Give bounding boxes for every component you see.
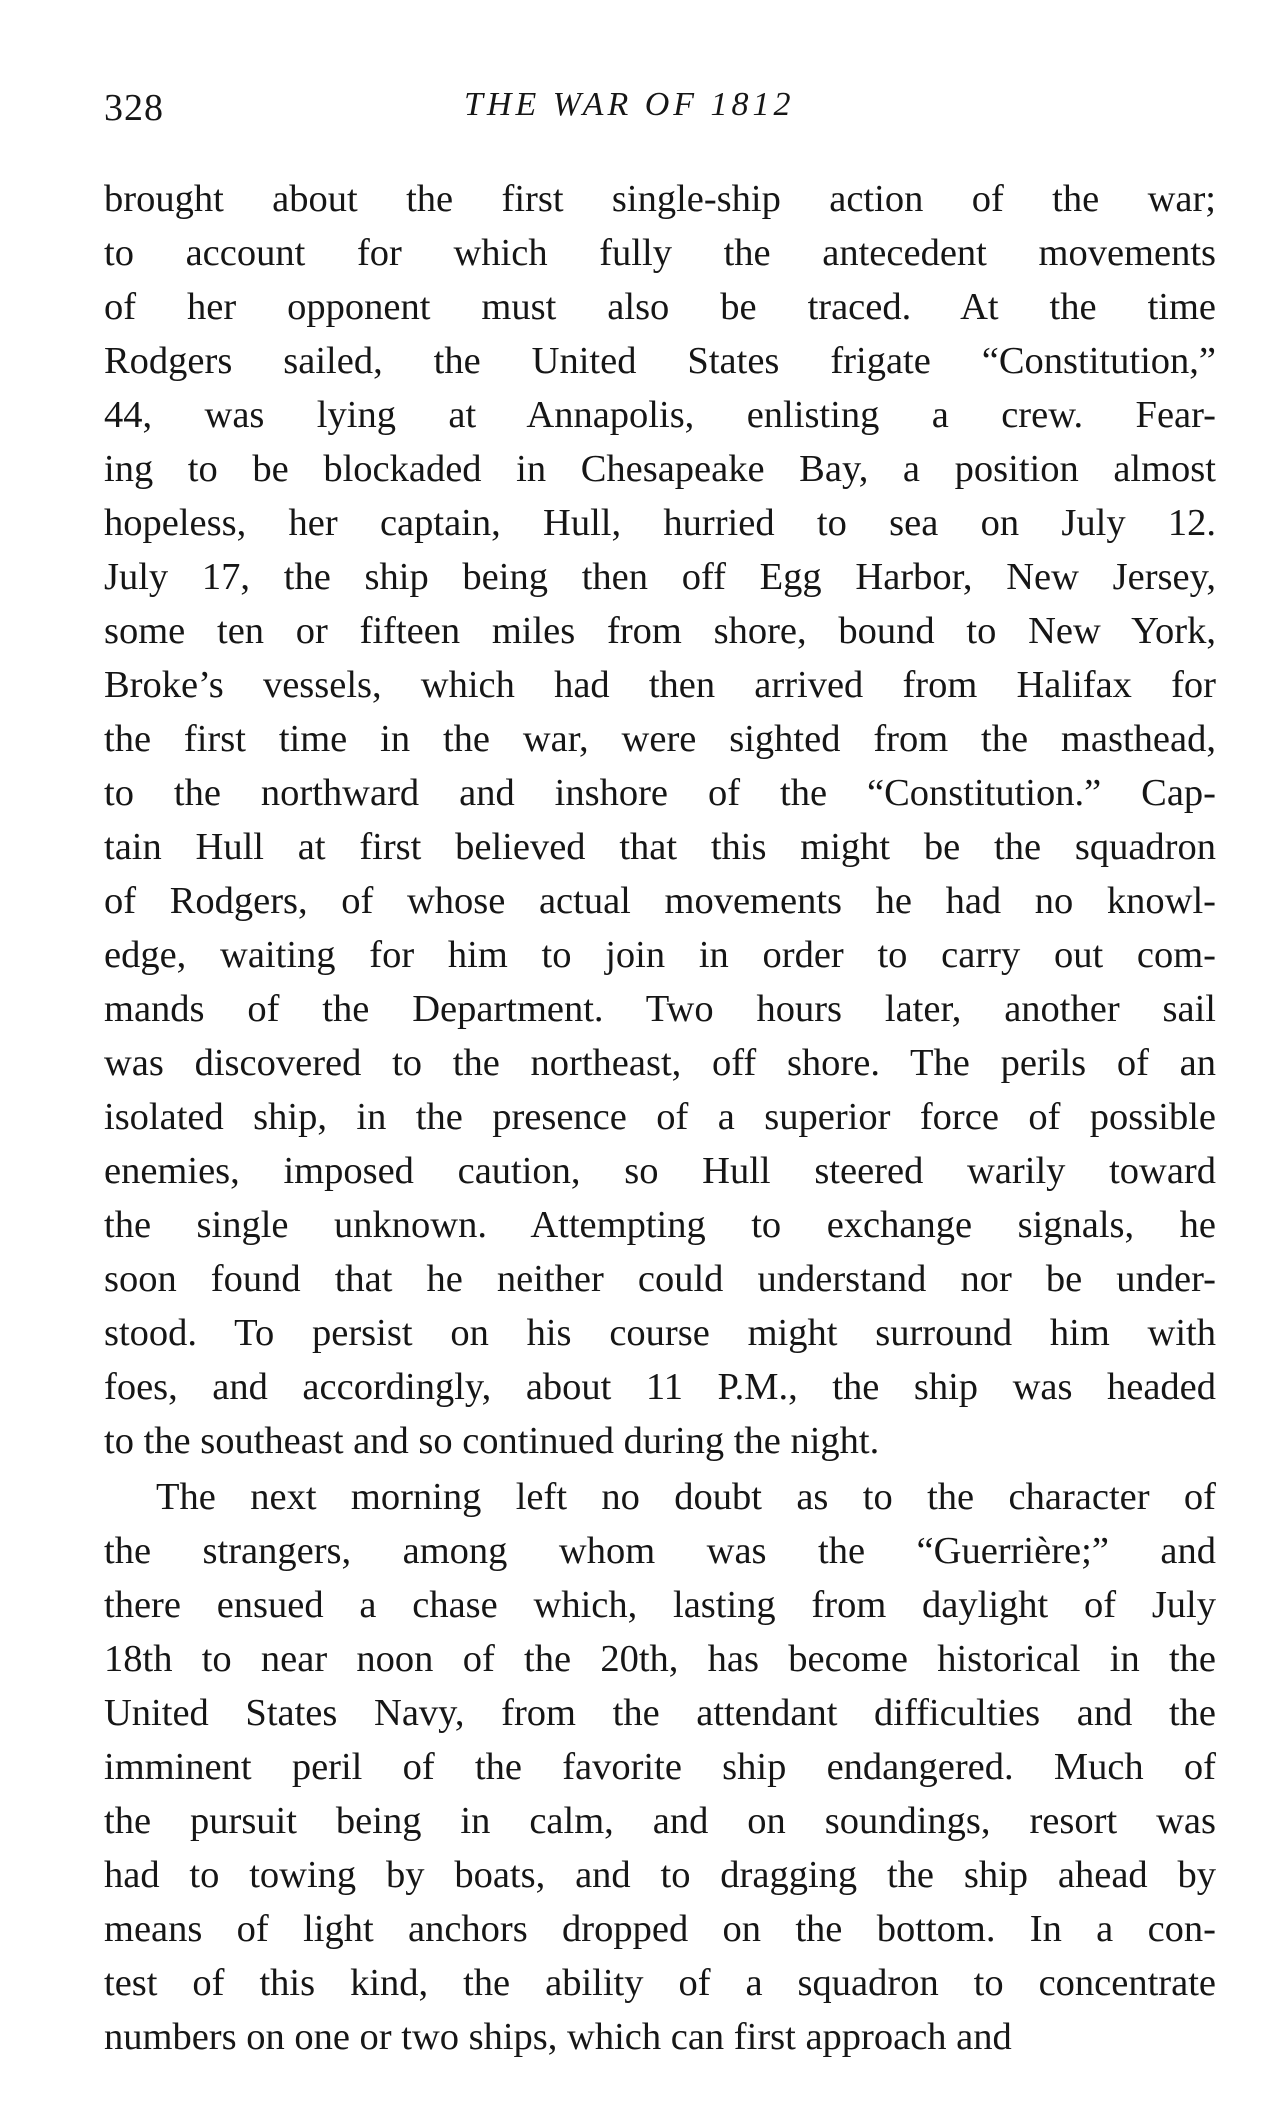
text-line: stood. To persist on his course might surround him with (104, 1312, 1216, 1354)
text-line: had to towing by boats, and to dragging the ship ahead by (104, 1854, 1216, 1896)
text-line: isolated ship, in the presence of a superior force of possible (104, 1096, 1216, 1138)
text-line: United States Navy, from the attendant difficulties and the (104, 1692, 1216, 1734)
text-line: the first time in the war, were sighted from the masthead, (104, 718, 1216, 760)
text-line: tain Hull at first believed that this might be the squadron (104, 826, 1216, 868)
text-line: test of this kind, the ability of a squadron to concentrate (104, 1962, 1216, 2004)
page-number: 328 (104, 87, 164, 129)
text-line: 44, was lying at Annapolis, enlisting a crew. Fear- (104, 394, 1216, 436)
text-line: the strangers, among whom was the “Guerrière;” and (104, 1530, 1216, 1572)
text-line: means of light anchors dropped on the bottom. In a con- (104, 1908, 1216, 1950)
paragraph (104, 1470, 1216, 2064)
text-line: to account for which fully the antecedent movements (104, 232, 1216, 274)
text-line: the single unknown. Attempting to exchange signals, he (104, 1204, 1216, 1246)
text-line: edge, waiting for him to join in order to carry out com- (104, 934, 1216, 976)
body-text (104, 172, 1216, 2064)
text-line: hopeless, her captain, Hull, hurried to sea on July 12. (104, 502, 1216, 544)
text-line: to the southeast and so continued during the night. (104, 1420, 880, 1462)
text-line: of her opponent must also be traced. At the time (104, 286, 1216, 328)
text-line: to the northward and inshore of the “Constitution.” Cap- (104, 772, 1216, 814)
text-line: some ten or fifteen miles from shore, bound to New York, (104, 610, 1216, 652)
text-line: the pursuit being in calm, and on soundings, resort was (104, 1800, 1216, 1842)
text-line: soon found that he neither could understand nor be under- (104, 1258, 1216, 1300)
page-header (104, 86, 1216, 146)
paragraph (104, 172, 1216, 1468)
text-line: 18th to near noon of the 20th, has become historical in the (104, 1638, 1216, 1680)
running-title: THE WAR OF 1812 (464, 86, 795, 123)
text-line: of Rodgers, of whose actual movements he had no knowl- (104, 880, 1216, 922)
text-line: foes, and accordingly, about 11 P.M., the ship was headed (104, 1366, 1216, 1408)
text-line: was discovered to the northeast, off shore. The perils of an (104, 1042, 1216, 1084)
text-line: July 17, the ship being then off Egg Harbor, New Jersey, (104, 556, 1216, 598)
text-line: numbers on one or two ships, which can first approach and (104, 2016, 1012, 2058)
text-line: mands of the Department. Two hours later, another sail (104, 988, 1216, 1030)
text-line: Broke’s vessels, which had then arrived from Halifax for (104, 664, 1216, 706)
text-line: there ensued a chase which, lasting from daylight of July (104, 1584, 1216, 1626)
text-line: The next morning left no doubt as to the character of (156, 1476, 1216, 1518)
text-line: enemies, imposed caution, so Hull steered warily toward (104, 1150, 1216, 1192)
text-line: imminent peril of the favorite ship endangered. Much of (104, 1746, 1216, 1788)
text-line: Rodgers sailed, the United States frigate “Constitution,” (104, 340, 1216, 382)
text-line: brought about the first single-ship action of the war; (104, 178, 1216, 220)
text-line: ing to be blockaded in Chesapeake Bay, a position almost (104, 448, 1216, 490)
